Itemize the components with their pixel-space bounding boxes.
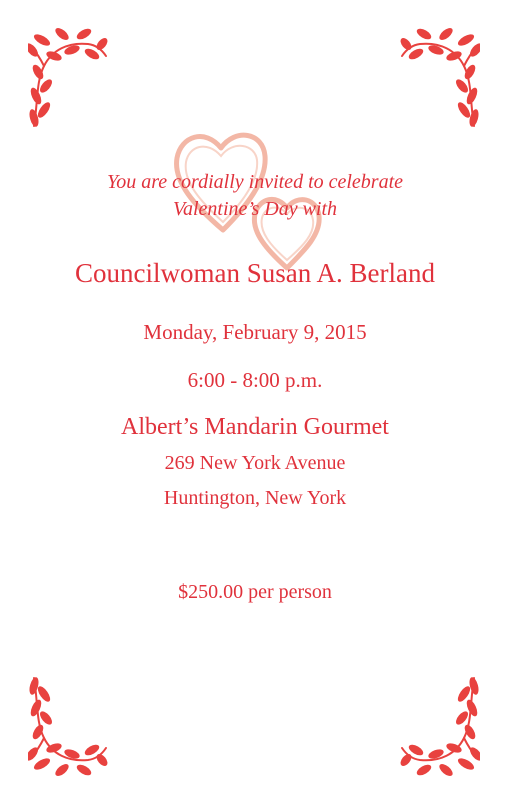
- event-time: 6:00 - 8:00 p.m.: [187, 368, 323, 392]
- venue-name: Albert’s Mandarin Gourmet: [121, 414, 389, 440]
- vine-corner-top-right-icon: [400, 22, 480, 132]
- event-date: Monday, February 9, 2015: [143, 320, 367, 344]
- venue-city-state: Huntington, New York: [163, 487, 347, 509]
- vine-corner-bottom-right-icon: [400, 672, 480, 782]
- vine-corner-bottom-left-icon: [28, 672, 108, 782]
- invitation-occasion-line: Valentine’s Day with: [172, 198, 338, 220]
- vine-corner-top-left-icon: [28, 22, 108, 132]
- venue-street-address: 269 New York Avenue: [164, 452, 346, 474]
- ticket-price: $250.00 per person: [178, 581, 332, 603]
- honoree-name: Councilwoman Susan A. Berland: [75, 258, 435, 288]
- invitation-intro-line: You are cordially invited to celebrate: [106, 171, 404, 193]
